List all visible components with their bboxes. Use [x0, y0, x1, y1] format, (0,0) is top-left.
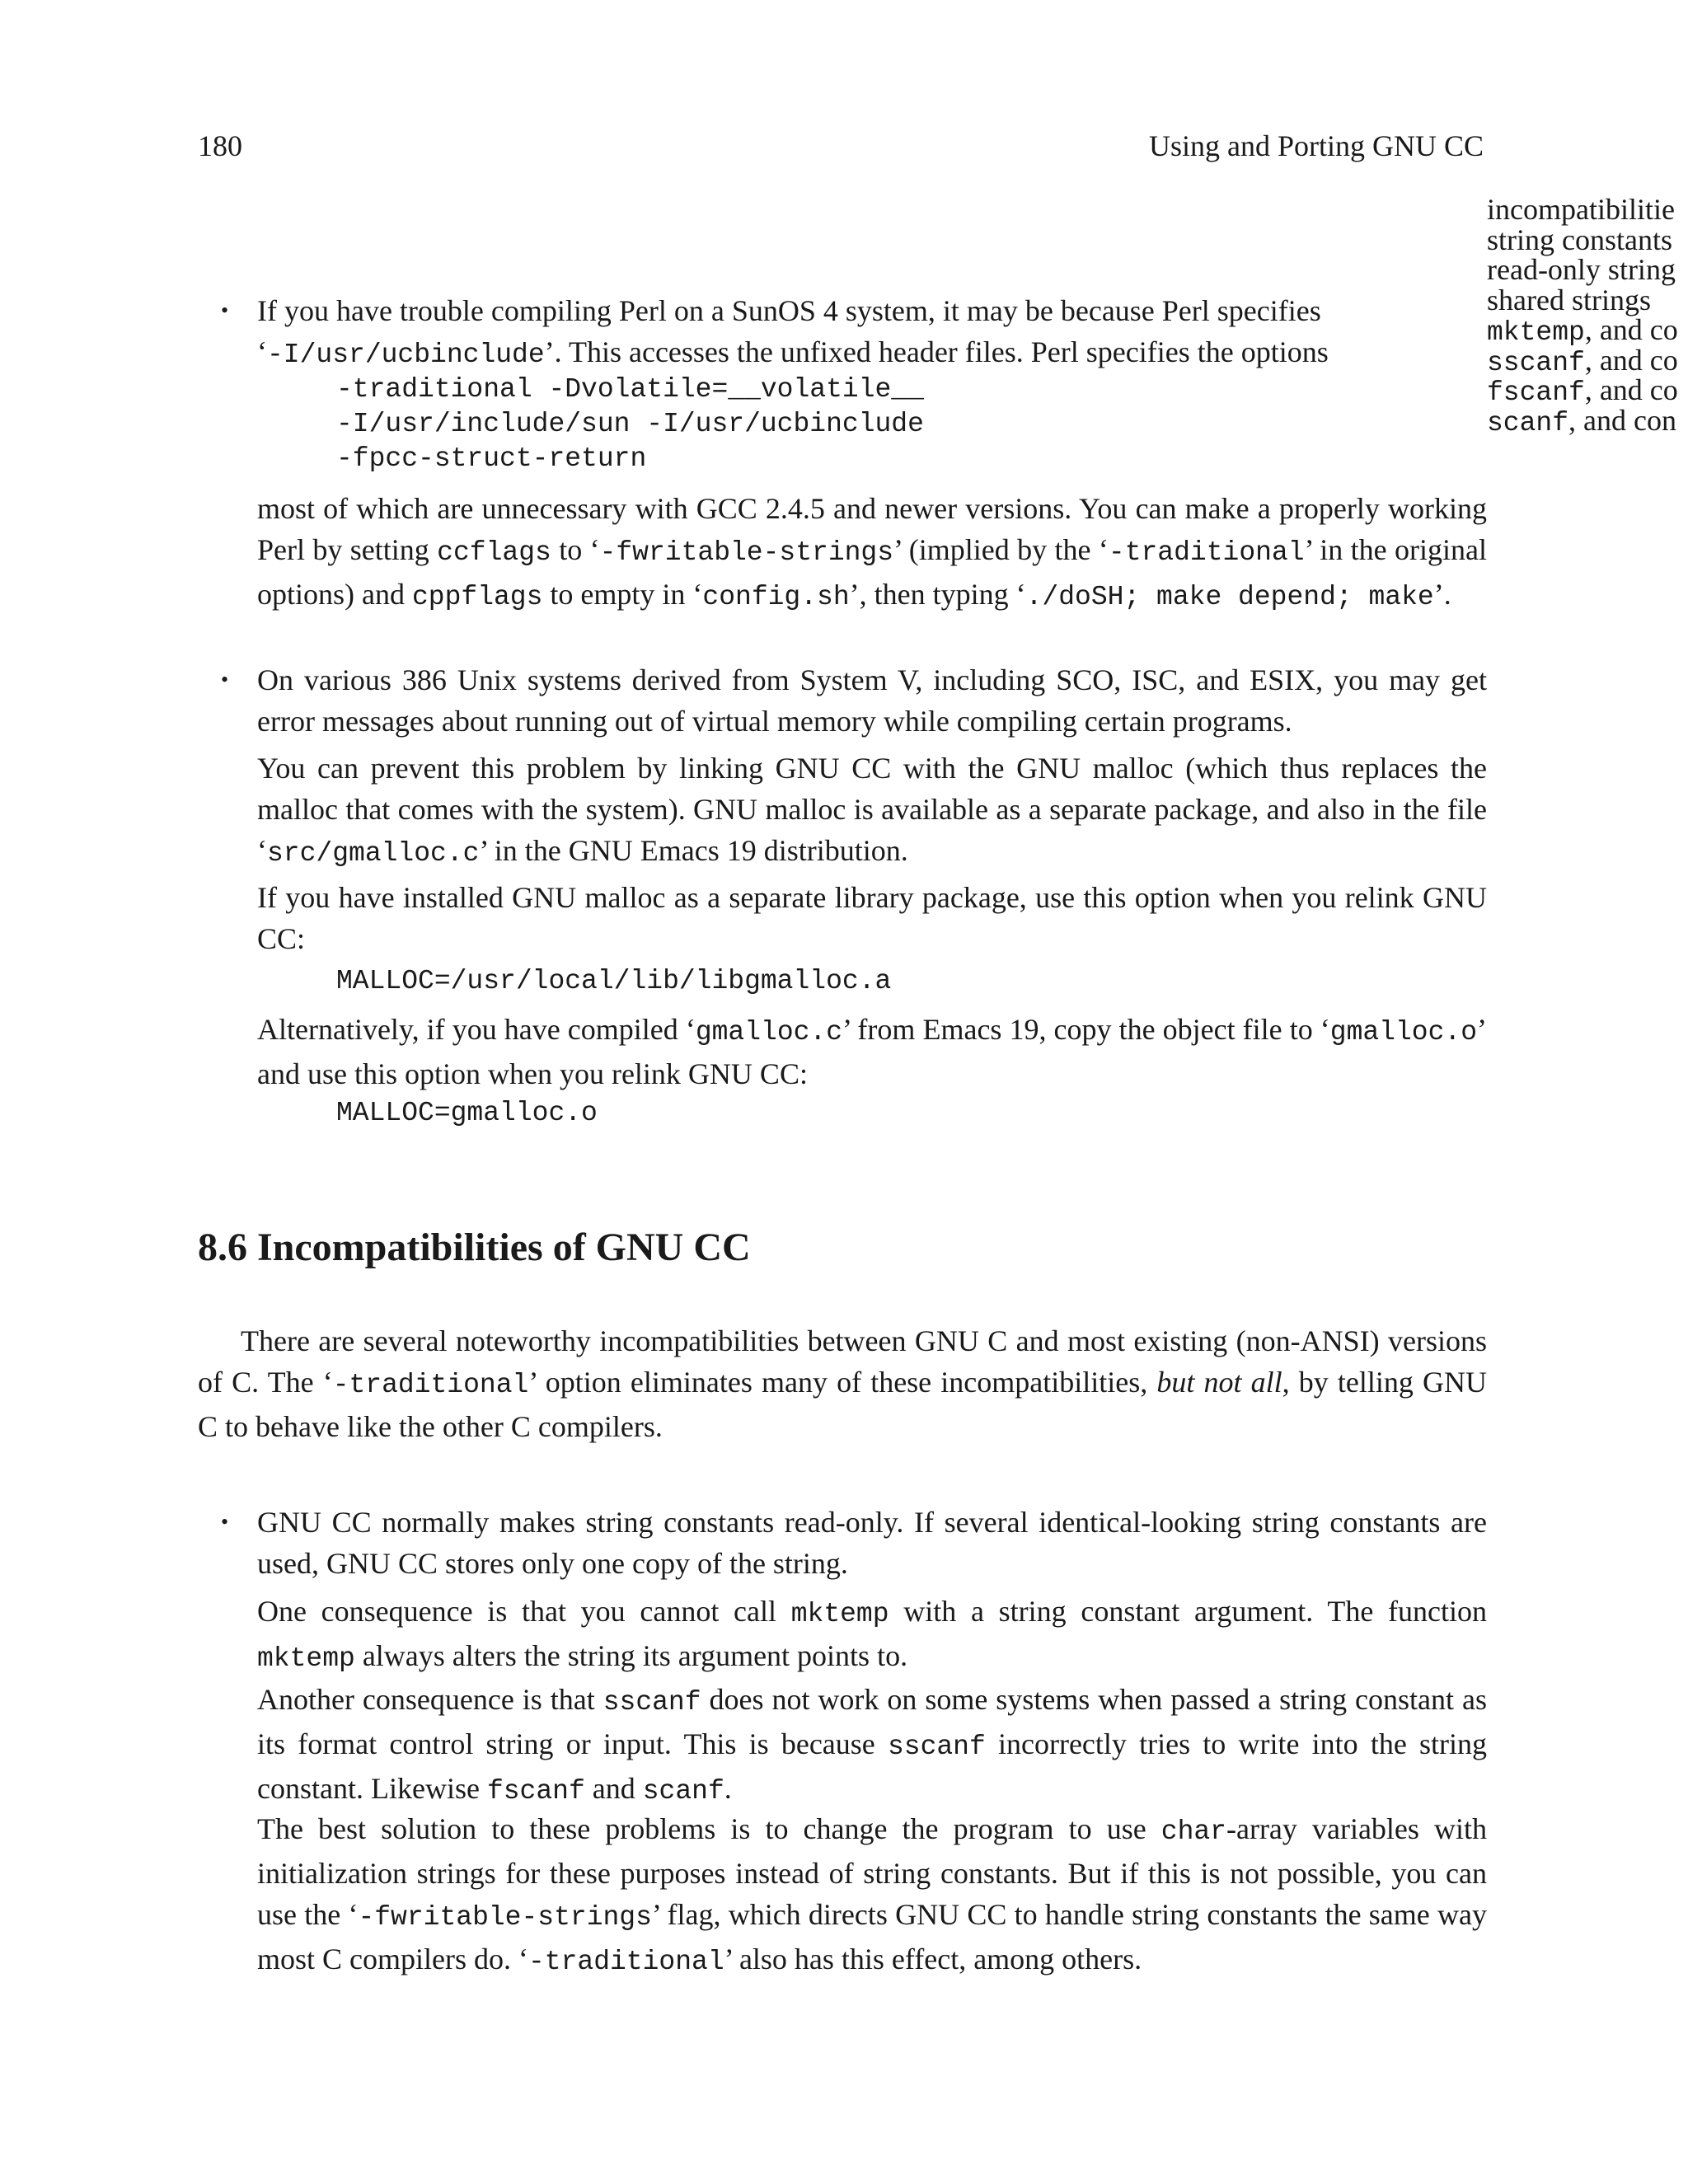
margin-note: shared strings: [1487, 283, 1651, 316]
strings-item-paragraph-3: Another consequence is that sscanf does not work on some systems when passed a string constant as its format control string or input. This is because sscanf incorrectly tries to write into the string constant. Likewise fscanf and scanf.: [257, 1683, 1487, 1807]
margin-note: mktemp, and co: [1487, 313, 1678, 348]
page-number: 180: [198, 129, 242, 162]
bullet-marker: •: [221, 298, 229, 322]
perl-options-code: -traditional -Dvolatile=__volatile__ -I/usr/include/sun -I/usr/ucbinclude -fpcc-struct-return: [336, 374, 924, 474]
margin-note: incompatibilitie: [1487, 194, 1675, 226]
bullet-marker: •: [221, 668, 229, 691]
malloc-object-code: MALLOC=gmalloc.o: [336, 1098, 598, 1128]
strings-item-paragraph-1: GNU CC normally makes string constants read-only. If several identical-looking string constants are used, GNU CC stores only one copy of the string.: [257, 1506, 1487, 1580]
perl-item-paragraph: most of which are unnecessary with GCC 2.4.5 and newer versions. You can make a properly working Perl by setting ccflags to ‘-fwritable-strings’ (implied by the ‘-traditional’ in the original options) and cppflags to empty in ‘config.sh’, then typing ‘./doSH; make depend; make’.: [257, 492, 1487, 612]
margin-note: read-only string: [1487, 253, 1676, 286]
strings-item-paragraph-4: The best solution to these problems is to change the program to use char-array variables with initialization strings for these purposes instead of string constants. But if this is not possible, you can use the ‘-fwritable-strings’ flag, which directs GNU CC to handle string constants the same way most C compilers do. ‘-traditional’ also has this effect, among others.: [257, 1812, 1487, 1977]
malloc-item-intro: On various 386 Unix systems derived from System V, including SCO, ISC, and ESIX, you may get error messages about running out of virtual memory while compiling certain programs.: [257, 663, 1487, 738]
malloc-item-paragraph-3: If you have installed GNU malloc as a separate library package, use this option when you relink GNU CC:: [257, 881, 1487, 955]
malloc-library-code: MALLOC=/usr/local/lib/libgmalloc.a: [336, 966, 892, 996]
margin-note: scanf, and con: [1487, 403, 1676, 435]
malloc-item-paragraph-4: Alternatively, if you have compiled ‘gmalloc.c’ from Emacs 19, copy the object file to ‘gmalloc.o’ and use this option when you relink GNU CC:: [257, 1013, 1487, 1090]
running-title: Using and Porting GNU CC: [1148, 129, 1484, 162]
section-intro-paragraph: There are several noteworthy incompatibilities between GNU C and most existing (non-ANSI) versions of C. The ‘-traditional’ option eliminates many of these incompatibilities, but not all, by telling GNU C to behave like the other C compilers.: [198, 1324, 1487, 1443]
strings-item-paragraph-2: One consequence is that you cannot call mktemp with a string constant argument. The function mktemp always alters the string its argument points to.: [257, 1595, 1488, 1674]
perl-item-line-1: If you have trouble compiling Perl on a SunOS 4 system, it may be because Perl specifies: [257, 294, 1321, 327]
margin-index-notes: [1487, 194, 1688, 435]
margin-note: sscanf, and co: [1487, 343, 1678, 378]
bullet-marker: •: [221, 1510, 229, 1534]
margin-note: string constants: [1487, 223, 1672, 256]
perl-item-line-2: ‘-I/usr/ucbinclude’. This accesses the unfixed header files. Perl specifies the options: [257, 335, 1329, 370]
section-heading: 8.6 Incompatibilities of GNU CC: [198, 1226, 751, 1269]
margin-note: fscanf, and co: [1487, 373, 1678, 408]
malloc-item-paragraph-2: You can prevent this problem by linking GNU CC with the GNU malloc (which thus replaces the malloc that comes with the system). GNU malloc is available as a separate package, and also in the file ‘src/gmalloc.c’ in the GNU Emacs 19 distribution.: [257, 752, 1487, 869]
